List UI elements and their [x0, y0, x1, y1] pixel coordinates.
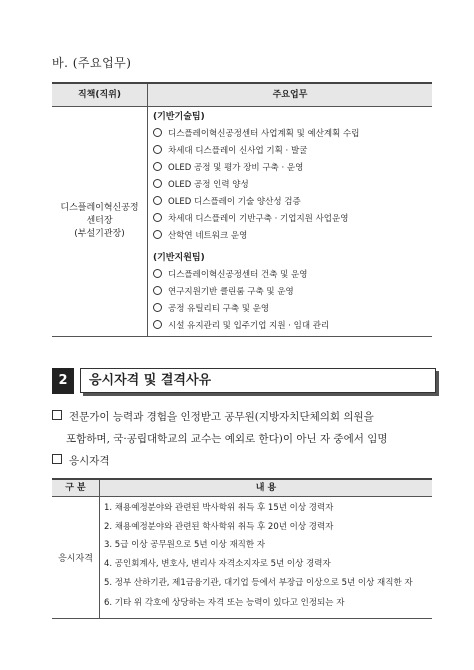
qualification-item: 3. 5급 이상 공무원으로 5년 이상 재직한 자	[104, 540, 266, 550]
qualification-table-header	[52, 480, 432, 497]
duty-item	[153, 177, 428, 194]
duty-item-text: 디스플레이혁신공정센터 사업계획 및 예산계획 수립	[168, 129, 360, 139]
duty-item-text: 연구지원기반 클린룸 구축 및 운영	[168, 287, 294, 297]
duty-item	[153, 194, 428, 211]
duty-item-text: 산학연 네트워크 운영	[168, 231, 248, 241]
circle-bullet-icon	[153, 128, 162, 137]
duty-item	[153, 228, 428, 245]
duty-item	[153, 160, 428, 177]
header-content: 내 용	[255, 483, 277, 493]
column-divider	[147, 84, 148, 336]
duty-item	[153, 143, 428, 160]
qualification-item: 4. 공인회계사, 변호사, 변리사 자격소지자로 5년 이상 경력자	[104, 558, 331, 569]
category-cell: 응시자격	[58, 553, 93, 564]
section-heading: 응시자격 및 결격사유	[80, 368, 436, 393]
duty-item-text: OLED 공정 및 평가 장비 구축 · 운영	[168, 163, 304, 173]
header-position: 직책(직위)	[77, 90, 121, 100]
duty-table-header	[52, 84, 432, 107]
circle-bullet-icon	[153, 286, 162, 295]
section-title: 바. (주요업무)	[52, 56, 132, 70]
header-duties: 주요업무	[272, 90, 308, 100]
paragraph-text: 전문가이 능력과 경험을 인정받고 공무원(지방자치단체의회 의원을	[69, 411, 374, 423]
paragraph-line: 포함하며, 국·공립대학교의 교수는 예외로 한다)이 아닌 자 중에서 임명	[66, 433, 388, 445]
qualification-item: 6. 기타 위 각호에 상당하는 자격 또는 능력이 있다고 인정되는 자	[104, 598, 345, 608]
section-header	[52, 368, 432, 394]
duty-item-text: 디스플레이혁신공정센터 건축 및 운영	[168, 270, 308, 280]
circle-bullet-icon	[153, 145, 162, 154]
duty-item	[153, 318, 428, 335]
duty-table	[52, 82, 432, 337]
duty-item-text: 차세대 디스플레이 기반구축 · 기업지원 사업운영	[168, 214, 349, 224]
paragraph-line	[52, 406, 432, 428]
duty-item	[153, 301, 428, 318]
duty-item	[153, 126, 428, 143]
paragraph-text: 응시자격	[69, 455, 110, 467]
circle-bullet-icon	[153, 230, 162, 239]
position-line: 디스플레이혁신공정	[60, 202, 139, 213]
circle-bullet-icon	[153, 196, 162, 205]
paragraph-line	[52, 450, 110, 472]
duty-item	[153, 284, 428, 301]
content-cell	[104, 499, 430, 613]
position-cell	[52, 106, 147, 336]
duties-cell	[153, 109, 428, 335]
duty-item-text: OLED 공정 인력 양성	[168, 180, 249, 190]
checkbox-bullet-icon	[52, 454, 62, 464]
position-line: 센터장	[86, 215, 113, 226]
circle-bullet-icon	[153, 213, 162, 222]
qualification-item: 2. 채용예정분야와 관련된 학사학위 취득 후 20년 이상 경력자	[104, 521, 334, 532]
checkbox-bullet-icon	[52, 410, 62, 420]
circle-bullet-icon	[153, 303, 162, 312]
duty-group-title: (기반지원팀)	[153, 253, 205, 263]
duty-item-text: 공정 유틸리티 구축 및 운영	[168, 304, 270, 314]
position-line: (부설기관장)	[74, 228, 125, 239]
section-number: 2	[52, 368, 74, 394]
header-category: 구 분	[65, 483, 86, 493]
circle-bullet-icon	[153, 269, 162, 278]
qualification-item: 5. 정부 산하기관, 제1금융기관, 대기업 등에서 부장급 이상으로 5년 이상 재직한 자	[104, 578, 413, 588]
duty-item	[153, 211, 428, 228]
column-divider	[99, 480, 100, 618]
circle-bullet-icon	[153, 162, 162, 171]
duty-item-text: OLED 디스플레이 기술 양산성 검증	[168, 197, 301, 207]
qualification-table	[52, 478, 432, 619]
duty-item-text: 시설 유지관리 및 입주기업 지원 · 임대 관리	[168, 321, 330, 331]
duty-group-title: (기반기술팀)	[153, 112, 205, 122]
duty-item	[153, 267, 428, 284]
duty-item-text: 차세대 디스플레이 신사업 기획 · 발굴	[168, 146, 308, 156]
circle-bullet-icon	[153, 320, 162, 329]
qualification-item: 1. 채용예정분야와 관련된 박사학위 취득 후 15년 이상 경력자	[104, 503, 334, 513]
circle-bullet-icon	[153, 179, 162, 188]
